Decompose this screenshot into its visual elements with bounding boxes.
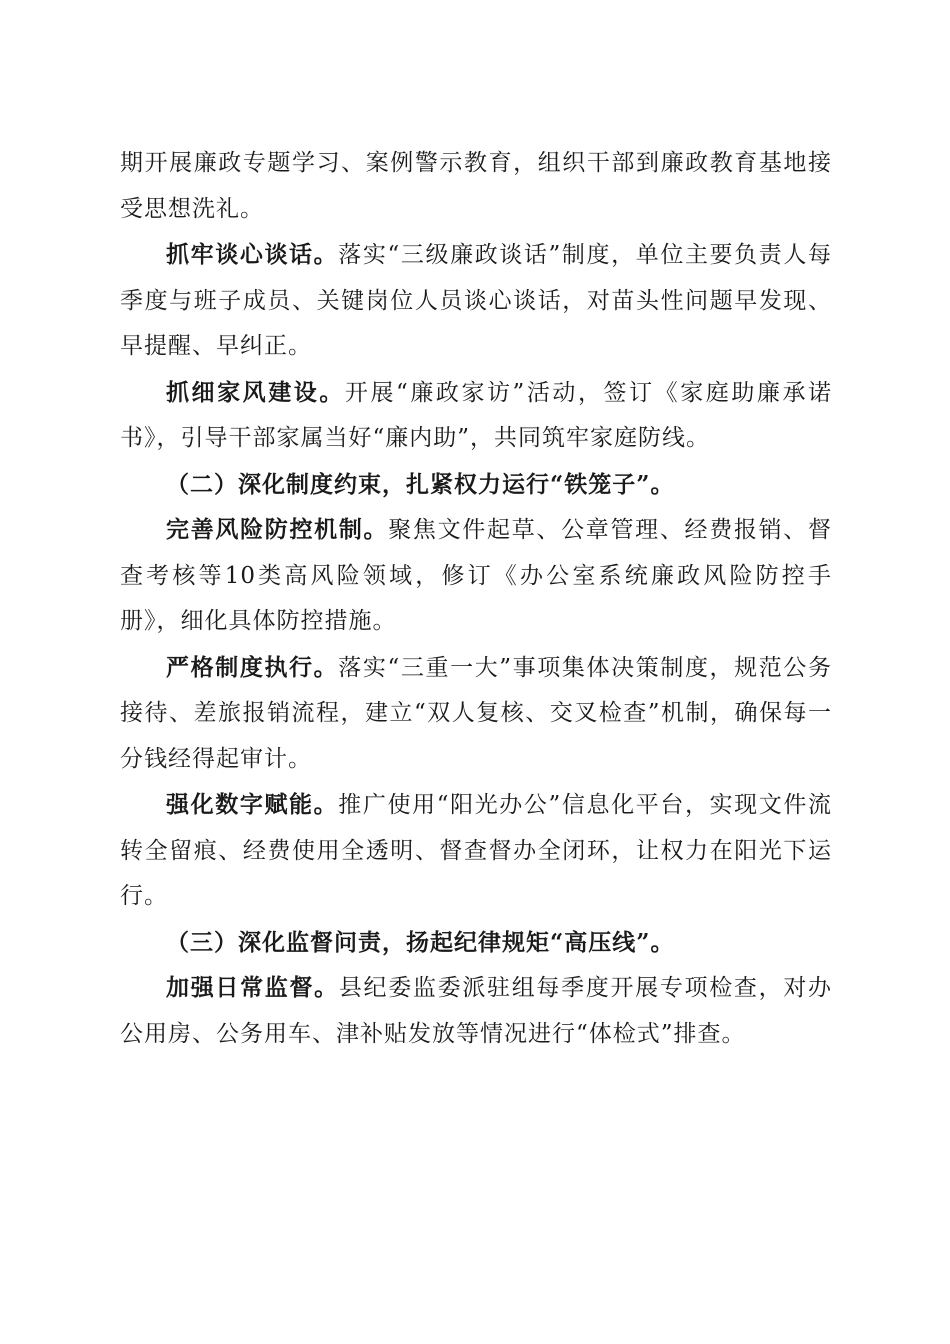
paragraph-heart-to-heart-talks: [120, 232, 832, 370]
paragraph-continuation: [120, 141, 832, 232]
paragraph-text: 落实“三重一大”事项集体决策制度，规范公务接待、差旅报销流程，建立“双人复核、交叉检查”机制，确保每一分钱经得起审计。: [120, 654, 832, 772]
paragraph-family-ethos: [120, 370, 832, 462]
paragraph-digital-empowerment: [120, 782, 832, 920]
paragraph-lead: 加强日常监督。: [166, 974, 339, 1001]
paragraph-text: 落实“三级廉政谈话”制度，单位主要负责人每季度与班子成员、关键岗位人员谈心谈话，对苗头性问题早发现、早提醒、早纠正。: [120, 242, 832, 359]
paragraph-risk-control: [120, 507, 832, 645]
paragraph-lead: 抓牢谈心谈话。: [166, 241, 339, 268]
document-body: [120, 141, 832, 1057]
paragraph-lead: 强化数字赋能。: [166, 791, 339, 818]
section-heading-2: （二）深化制度约束，扎紧权力运行“铁笼子”。: [166, 470, 675, 498]
paragraph-lead: 抓细家风建设。: [166, 378, 345, 406]
paragraph-system-execution: [120, 645, 832, 783]
paragraph-text: 县纪委监委派驻组每季度开展专项检查，对办公用房、公务用车、津补贴发放等情况进行“体检式”排查。: [120, 975, 833, 1047]
section-heading-3: （三）深化监督问责，扬起纪律规矩“高压线”。: [166, 928, 675, 956]
paragraph-lead: 严格制度执行。: [166, 653, 339, 681]
paragraph-daily-supervision: [120, 965, 832, 1057]
paragraph-text: 开展“廉政家访”活动，签订《家庭助廉承诺书》，引导干部家属当好“廉内助”，共同筑牢家庭防线。: [120, 379, 832, 451]
paragraph-text: 期开展廉政专题学习、案例警示教育，组织干部到廉政教育基地接受思想洗礼。: [120, 150, 832, 222]
paragraph-lead: 完善风险防控机制。: [166, 516, 389, 543]
paragraph-text: 推广使用“阳光办公”信息化平台，实现文件流转全留痕、经费使用全透明、督查督办全闭环，让权力在阳光下运行。: [120, 792, 832, 909]
paragraph-text: 聚焦文件起草、公章管理、经费报销、督查考核等10类高风险领域，修订《办公室系统廉政风险防控手册》，细化具体防控措施。: [120, 517, 833, 634]
